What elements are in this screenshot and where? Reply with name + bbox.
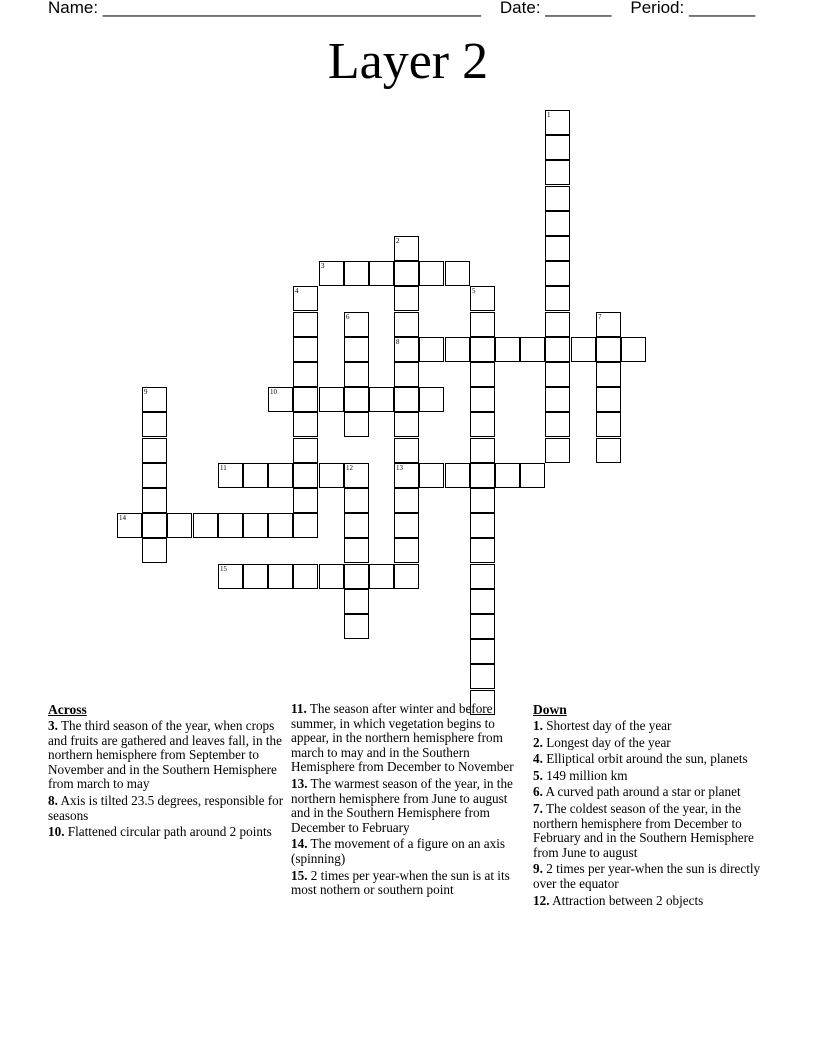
grid-cell[interactable] bbox=[545, 110, 570, 135]
grid-cell[interactable] bbox=[293, 286, 318, 311]
grid-cell[interactable] bbox=[268, 513, 293, 538]
grid-cell[interactable] bbox=[344, 538, 369, 563]
grid-cell[interactable] bbox=[344, 564, 369, 589]
grid-cell[interactable] bbox=[369, 387, 394, 412]
grid-cell[interactable] bbox=[470, 337, 495, 362]
clue-across-10: 10. Flattened circular path around 2 points bbox=[48, 824, 272, 840]
grid-cell[interactable] bbox=[369, 564, 394, 589]
name-line[interactable]: ________________________________________ bbox=[102, 0, 481, 17]
clue-number: 11 bbox=[220, 464, 227, 472]
grid-cell[interactable] bbox=[394, 286, 419, 311]
grid-cell[interactable] bbox=[394, 564, 419, 589]
clue-across-3: 3. The third season of the year, when crops and fruits are gathered and leaves fall, in the northern hemisphere from September to November and in the Southern Hemisphere from march to may bbox=[48, 718, 282, 792]
grid-cell[interactable] bbox=[470, 312, 495, 337]
grid-cell[interactable] bbox=[545, 438, 570, 463]
grid-cell[interactable] bbox=[394, 463, 419, 488]
grid-cell[interactable] bbox=[394, 538, 419, 563]
clue-across-13: 13. The warmest season of the year, in the northern hemisphere from June to august and in the Southern Hemisphere from December to February bbox=[291, 775, 513, 835]
grid-cell[interactable] bbox=[268, 463, 293, 488]
grid-cell[interactable] bbox=[596, 387, 621, 412]
grid-cell[interactable] bbox=[394, 362, 419, 387]
grid-cell[interactable] bbox=[293, 312, 318, 337]
grid-cell[interactable] bbox=[293, 412, 318, 437]
clue-number: 3 bbox=[321, 262, 325, 270]
grid-cell[interactable] bbox=[470, 362, 495, 387]
grid-cell[interactable] bbox=[369, 261, 394, 286]
across-clues-column-2 bbox=[291, 702, 523, 898]
grid-cell[interactable] bbox=[445, 261, 470, 286]
name-label: Name: bbox=[48, 0, 99, 17]
clue-across-15: 15. 2 times per year-when the sun is at its most nothern or southern point bbox=[291, 867, 510, 898]
grid-cell[interactable] bbox=[293, 513, 318, 538]
grid-cell[interactable] bbox=[419, 261, 444, 286]
clue-number: 10 bbox=[270, 388, 277, 396]
grid-cell[interactable] bbox=[394, 312, 419, 337]
grid-cell[interactable] bbox=[596, 312, 621, 337]
grid-cell[interactable] bbox=[243, 513, 268, 538]
grid-cell[interactable] bbox=[293, 488, 318, 513]
clue-number: 12 bbox=[346, 464, 353, 472]
grid-cell[interactable] bbox=[545, 387, 570, 412]
grid-cell[interactable] bbox=[470, 614, 495, 639]
grid-cell[interactable] bbox=[394, 337, 419, 362]
grid-cell[interactable] bbox=[319, 261, 344, 286]
grid-cell[interactable] bbox=[293, 463, 318, 488]
grid-cell[interactable] bbox=[344, 614, 369, 639]
clue-across-14: 14. The movement of a figure on an axis (spinning) bbox=[291, 836, 505, 866]
grid-cell[interactable] bbox=[243, 463, 268, 488]
grid-cell[interactable] bbox=[193, 513, 218, 538]
clue-across-11: 11. The season after winter and before summer, in which vegetation begins to appear, in the northern hemisphere from march to may and in the Southern Hemisphere from December to November bbox=[291, 701, 514, 775]
clue-number: 15 bbox=[220, 565, 227, 573]
clue-down-1: 1. Shortest day of the year bbox=[533, 718, 672, 733]
clue-number: 14 bbox=[119, 514, 126, 522]
grid-cell[interactable] bbox=[470, 488, 495, 513]
grid-cell[interactable] bbox=[419, 463, 444, 488]
clue-down-2: 2. Longest day of the year bbox=[533, 734, 671, 750]
grid-cell[interactable] bbox=[394, 387, 419, 412]
grid-cell[interactable] bbox=[142, 438, 167, 463]
grid-cell[interactable] bbox=[293, 362, 318, 387]
grid-cell[interactable] bbox=[596, 337, 621, 362]
grid-cell[interactable] bbox=[218, 513, 243, 538]
down-clues-column bbox=[533, 702, 765, 908]
grid-cell[interactable] bbox=[344, 412, 369, 437]
grid-cell[interactable] bbox=[344, 387, 369, 412]
grid-cell[interactable] bbox=[268, 564, 293, 589]
period-label: Period: bbox=[630, 0, 685, 17]
grid-cell[interactable] bbox=[596, 412, 621, 437]
grid-cell[interactable] bbox=[293, 564, 318, 589]
grid-cell[interactable] bbox=[394, 513, 419, 538]
clue-number: 2 bbox=[396, 237, 400, 245]
grid-cell[interactable] bbox=[545, 160, 570, 185]
grid-cell[interactable] bbox=[344, 337, 369, 362]
grid-cell[interactable] bbox=[142, 513, 167, 538]
clue-down-5: 5. 149 million km bbox=[533, 767, 628, 783]
date-line[interactable]: _______ bbox=[545, 0, 612, 17]
clue-number: 13 bbox=[396, 464, 403, 472]
grid-cell[interactable] bbox=[142, 412, 167, 437]
grid-cell[interactable] bbox=[218, 564, 243, 589]
grid-cell[interactable] bbox=[344, 362, 369, 387]
grid-cell[interactable] bbox=[293, 438, 318, 463]
grid-cell[interactable] bbox=[293, 387, 318, 412]
grid-cell[interactable] bbox=[545, 312, 570, 337]
clue-number: 6 bbox=[346, 313, 350, 321]
grid-cell[interactable] bbox=[218, 463, 243, 488]
grid-cell[interactable] bbox=[495, 463, 520, 488]
grid-cell[interactable] bbox=[520, 337, 545, 362]
grid-cell[interactable] bbox=[470, 538, 495, 563]
grid-cell[interactable] bbox=[470, 286, 495, 311]
grid-cell[interactable] bbox=[596, 362, 621, 387]
grid-cell[interactable] bbox=[470, 639, 495, 664]
clue-number: 9 bbox=[144, 388, 148, 396]
grid-cell[interactable] bbox=[545, 412, 570, 437]
grid-cell[interactable] bbox=[268, 387, 293, 412]
clue-down-4: 4. Elliptical orbit around the sun, planets bbox=[533, 751, 748, 767]
grid-cell[interactable] bbox=[545, 211, 570, 236]
grid-cell[interactable] bbox=[344, 463, 369, 488]
grid-cell[interactable] bbox=[394, 412, 419, 437]
grid-cell[interactable] bbox=[142, 488, 167, 513]
grid-cell[interactable] bbox=[520, 463, 545, 488]
grid-cell[interactable] bbox=[344, 312, 369, 337]
grid-cell[interactable] bbox=[470, 589, 495, 614]
grid-cell[interactable] bbox=[394, 488, 419, 513]
grid-cell[interactable] bbox=[394, 261, 419, 286]
grid-cell[interactable] bbox=[344, 589, 369, 614]
grid-cell[interactable] bbox=[545, 362, 570, 387]
across-heading: Across bbox=[48, 702, 87, 717]
grid-cell[interactable] bbox=[319, 463, 344, 488]
grid-cell[interactable] bbox=[470, 564, 495, 589]
grid-cell[interactable] bbox=[319, 564, 344, 589]
clue-across-8: 8. Axis is tilted 23.5 degrees, responsible for seasons bbox=[48, 792, 284, 823]
grid-cell[interactable] bbox=[167, 513, 192, 538]
clue-number: 1 bbox=[547, 111, 551, 119]
grid-cell[interactable] bbox=[344, 513, 369, 538]
grid-cell[interactable] bbox=[142, 387, 167, 412]
clue-down-7: 7. The coldest season of the year, in the northern hemisphere from December to February and in the Southern Hemisphere from June to august bbox=[533, 800, 754, 860]
period-line[interactable]: _______ bbox=[688, 0, 756, 17]
grid-cell[interactable] bbox=[445, 337, 470, 362]
grid-cell[interactable] bbox=[394, 438, 419, 463]
grid-cell[interactable] bbox=[419, 337, 444, 362]
grid-cell[interactable] bbox=[470, 412, 495, 437]
grid-cell[interactable] bbox=[545, 236, 570, 261]
clue-down-12: 12. Attraction between 2 objects bbox=[533, 892, 704, 908]
grid-cell[interactable] bbox=[545, 337, 570, 362]
clue-number: 5 bbox=[472, 287, 476, 295]
grid-cell[interactable] bbox=[545, 261, 570, 286]
grid-cell[interactable] bbox=[545, 186, 570, 211]
grid-cell[interactable] bbox=[495, 337, 520, 362]
grid-cell[interactable] bbox=[344, 488, 369, 513]
clue-down-9: 9. 2 times per year-when the sun is directly over the equator bbox=[533, 861, 761, 891]
grid-cell[interactable] bbox=[117, 513, 142, 538]
grid-cell[interactable] bbox=[470, 438, 495, 463]
grid-cell[interactable] bbox=[545, 135, 570, 160]
grid-cell[interactable] bbox=[319, 387, 344, 412]
grid-cell[interactable] bbox=[394, 236, 419, 261]
grid-cell[interactable] bbox=[293, 337, 318, 362]
down-heading: Down bbox=[533, 702, 567, 717]
grid-cell[interactable] bbox=[470, 387, 495, 412]
grid-cell[interactable] bbox=[545, 286, 570, 311]
grid-cell[interactable] bbox=[419, 387, 444, 412]
grid-cell[interactable] bbox=[142, 538, 167, 563]
grid-cell[interactable] bbox=[621, 337, 646, 362]
date-label: Date: bbox=[499, 0, 541, 17]
grid-cell[interactable] bbox=[470, 513, 495, 538]
clue-number: 8 bbox=[396, 338, 400, 346]
page-title: Layer 2 bbox=[327, 33, 489, 90]
grid-cell[interactable] bbox=[571, 337, 596, 362]
clue-number: 4 bbox=[295, 287, 299, 295]
grid-cell[interactable] bbox=[596, 438, 621, 463]
grid-cell[interactable] bbox=[470, 463, 495, 488]
grid-cell[interactable] bbox=[445, 463, 470, 488]
clue-number: 7 bbox=[598, 313, 602, 321]
grid-cell[interactable] bbox=[470, 664, 495, 689]
clue-down-6: 6. A curved path around a star or planet bbox=[533, 784, 741, 800]
grid-cell[interactable] bbox=[344, 261, 369, 286]
grid-cell[interactable] bbox=[243, 564, 268, 589]
grid-cell[interactable] bbox=[142, 463, 167, 488]
across-clues-column-1 bbox=[48, 702, 284, 840]
